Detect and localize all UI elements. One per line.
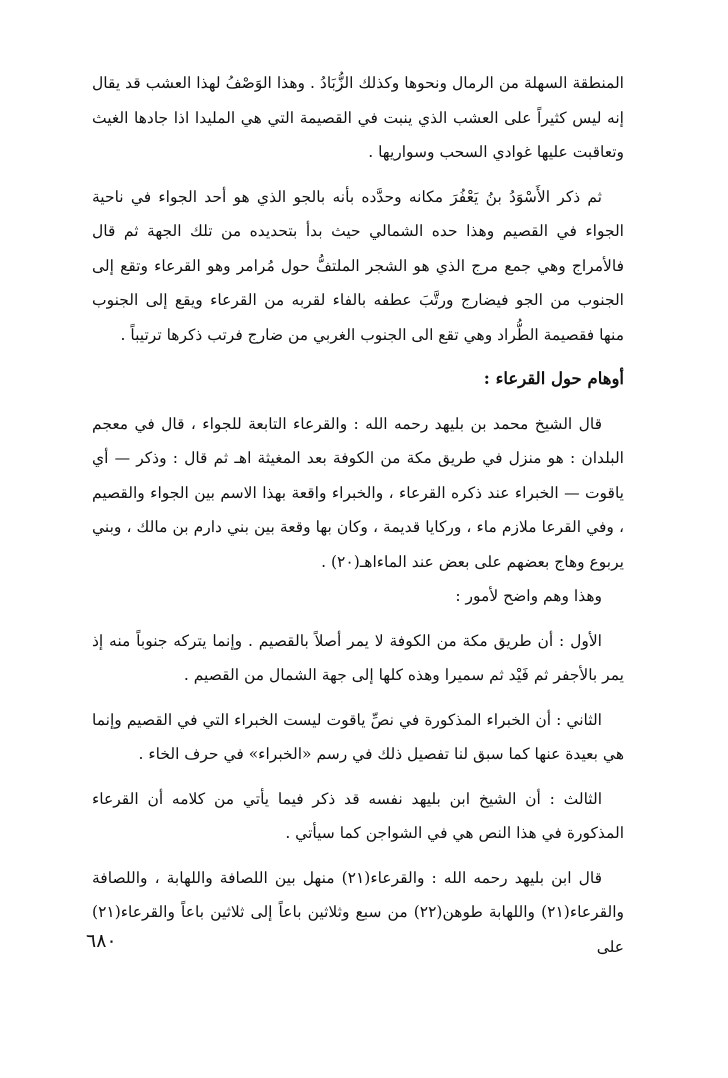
paragraph: الثالث : أن الشيخ ابن بليهد نفسه قد ذكر فيما يأتي من كلامه أن القرعاء المذكورة في هذا النص هي في الشواجن كما سيأتي .: [92, 789, 624, 842]
paragraph: وهذا وهم واضح لأمور :: [455, 587, 602, 605]
paragraph: قال الشيخ محمد بن بليهد رحمه الله : والقرعاء التابعة للجواء ، قال في معجم البلدان : هو منزل في طريق مكة من الكوفة بعد المغيثة اهـ ثم قال : وذكر — أي ياقوت — الخبراء عند ذكره القرعاء ، والخبراء واقعة بهذا الاسم بين الجواء والقصيم ، وفي القرعا ملازم ماء ، وركايا قديمة ، وكان بها وقعة بين بني دارم بن مالك ، وبني يربوع وهاج بعضهم على بعض عند الماءاهـ(٢٠) .: [92, 414, 624, 571]
paragraph: الثاني : أن الخبراء المذكورة في نصِّ ياقوت ليست الخبراء التي في القصيم وإنما هي بعيدة عنها كما سبق لنا تفصيل ذلك في رسم «الخبراء» في حرف الخاء .: [92, 710, 624, 763]
paragraph-spacer: [92, 352, 624, 362]
paragraph-spacer: [92, 851, 624, 861]
page-text-body: [92, 66, 624, 964]
paragraph: الأول : أن طريق مكة من الكوفة لا يمر أصلاً بالقصيم . وإنما يتركه جنوباً منه إذ يمر بالأجفر ثم فَيْد ثم سميرا وهذه كلها إلى جهة الشمال من القصيم .: [92, 631, 624, 684]
paragraph: ثم ذكر الأَسْوَدُ بنُ يَعْفُرَ مكانه وحدَّده بأنه بالجو الذي هو أحد الجواء في ناحية الجواء في القصيم وهذا حده الشمالي حيث بدأ بتحديده من تلك الجهة ثم قال فالأمراج وهي جمع مرج الذي هو الشجر الملتفُّ حول مُرامر وهو القرعاء وتقع إلى الجنوب من الجو فيضارج ورتَّبَ عطفه بالفاء لقربه من القرعاء ويقع إلى الجنوب منها فقصيمة الطُّراد وهي تقع الى الجنوب الغربي من ضارج فرتب ذكرها ترتيباً .: [92, 187, 624, 344]
paragraph-spacer: [92, 397, 624, 407]
paragraph-spacer: [92, 170, 624, 180]
section-heading: أوهام حول القرعاء :: [483, 369, 624, 388]
paragraph: قال ابن بليهد رحمه الله : والقرعاء(٢١) منهل بين اللصافة واللهابة ، واللصافة والقرعاء(٢١) واللهابة طوهن(٢٢) من سبع وثلاثين باعاً إلى ثلاثين باعاً والقرعاء(٢١) على: [92, 868, 624, 956]
paragraph-spacer: [92, 693, 624, 703]
paragraph-spacer: [92, 772, 624, 782]
page-number: ٦٨٠: [86, 930, 117, 952]
paragraph: المنطقة السهلة من الرمال ونحوها وكذلك الزُّبَادُ . وهذا الوَصْفُ لهذا العشب قد يقال إنه ليس كثيراً على العشب الذي ينبت في القصيمة التي هي المليدا اذا جادها الغيث وتعاقبت عليها غوادي السحب وسواريها .: [92, 74, 624, 161]
paragraph-spacer: [92, 614, 624, 624]
